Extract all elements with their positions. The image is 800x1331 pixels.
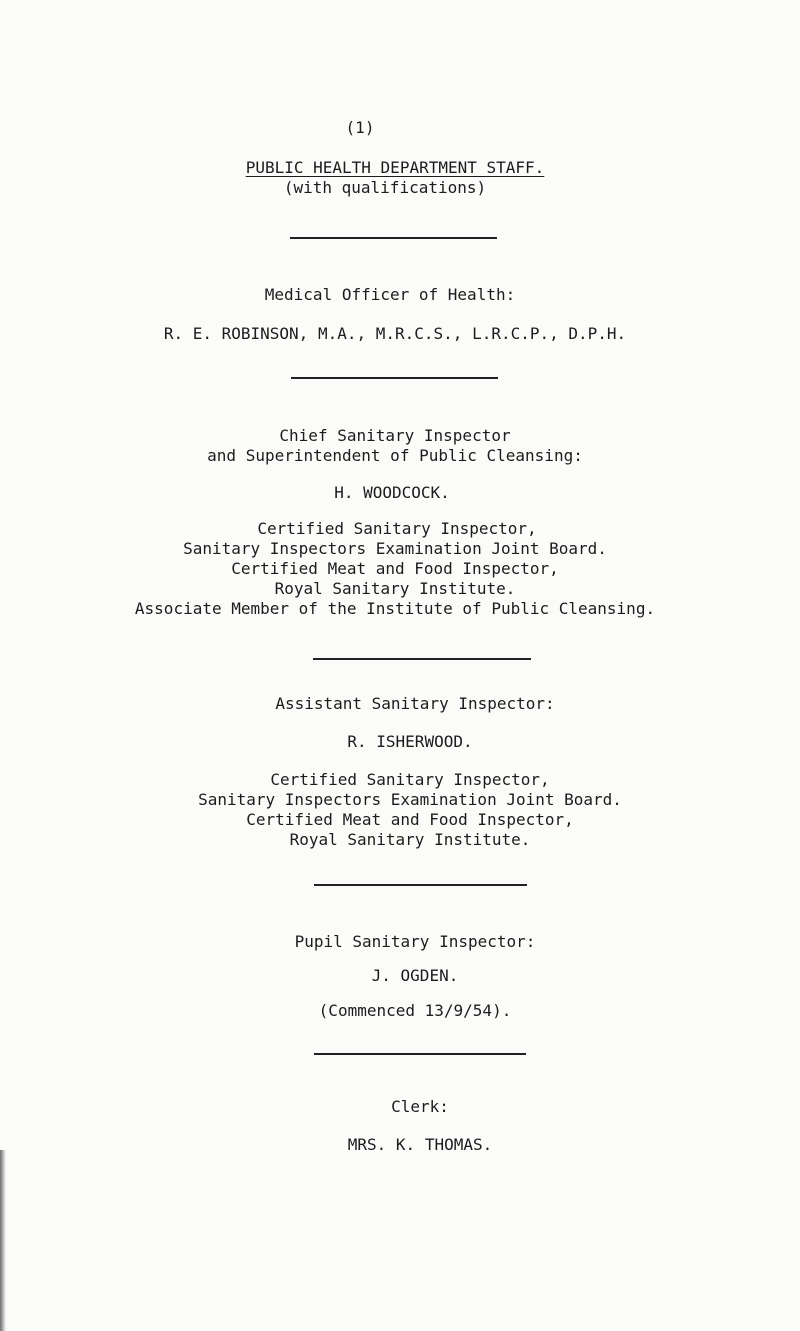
clerk-role: Clerk: — [391, 1097, 449, 1116]
qualification-line: Certified Meat and Food Inspector, — [231, 559, 559, 578]
page-number: (1) — [345, 118, 375, 137]
qualification-line: Associate Member of the Institute of Public Cleansing. — [134, 599, 656, 618]
page-subtitle: (with qualifications) — [283, 178, 487, 197]
qualification-line: Certified Sanitary Inspector, — [257, 519, 537, 538]
assistant-inspector-name: R. ISHERWOOD. — [347, 732, 473, 751]
medical-officer-name: R. E. ROBINSON, M.A., M.R.C.S., L.R.C.P., D.P.H. — [163, 324, 627, 343]
pupil-inspector-role: Pupil Sanitary Inspector: — [294, 932, 536, 951]
divider — [314, 1053, 526, 1055]
divider — [313, 658, 531, 660]
medical-officer-role: Medical Officer of Health: — [264, 285, 516, 304]
divider — [314, 884, 527, 886]
assistant-inspector-role: Assistant Sanitary Inspector: — [275, 694, 555, 713]
scan-edge-shadow — [0, 1150, 6, 1331]
qualification-line: Sanitary Inspectors Examination Joint Board. — [183, 539, 607, 558]
pupil-inspector-name: J. OGDEN. — [371, 966, 459, 985]
chief-inspector-role-line-2: and Superintendent of Public Cleansing: — [207, 446, 583, 465]
qualification-line: Certified Sanitary Inspector, — [270, 770, 550, 789]
clerk-name: MRS. K. THOMAS. — [347, 1135, 493, 1154]
divider — [291, 377, 498, 379]
divider — [290, 237, 497, 239]
chief-inspector-role-line-1: Chief Sanitary Inspector — [279, 426, 511, 445]
qualification-line: Royal Sanitary Institute. — [289, 830, 531, 849]
chief-inspector-name: H. WOODCOCK. — [334, 483, 450, 502]
page-title: PUBLIC HEALTH DEPARTMENT STAFF. — [245, 158, 545, 177]
qualification-line: Certified Meat and Food Inspector, — [246, 810, 574, 829]
pupil-inspector-note: (Commenced 13/9/54). — [318, 1001, 512, 1020]
qualification-line: Royal Sanitary Institute. — [274, 579, 516, 598]
qualification-line: Sanitary Inspectors Examination Joint Board. — [198, 790, 622, 809]
